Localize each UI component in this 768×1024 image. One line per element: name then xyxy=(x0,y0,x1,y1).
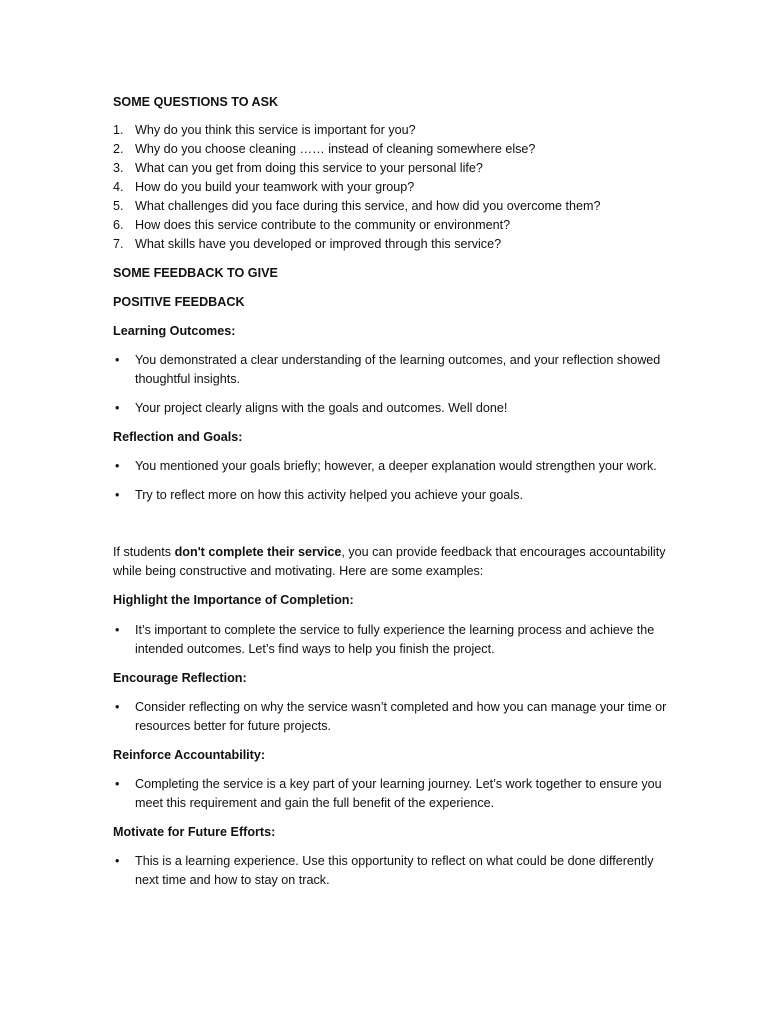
positive-feedback-heading: POSITIVE FEEDBACK xyxy=(113,295,245,309)
feedback-bullet-item xyxy=(113,486,678,505)
question-number: 5. xyxy=(113,199,124,213)
bullet-text: It’s important to complete the service to fully experience the learning process and achieve the intended outcomes. Let’s find ways to help you finish the project. xyxy=(135,623,655,656)
questions-heading: SOME QUESTIONS TO ASK xyxy=(113,95,279,109)
future-efforts-heading: Motivate for Future Efforts: xyxy=(113,825,276,839)
question-text: How does this service contribute to the community or environment? xyxy=(135,218,511,232)
completion-heading: Highlight the Importance of Completion: xyxy=(113,593,354,607)
bullet-text: You mentioned your goals briefly; however, a deeper explanation would strengthen your work. xyxy=(135,459,657,473)
question-item xyxy=(113,197,678,216)
feedback-bullet-item xyxy=(113,775,678,813)
question-text: Why do you think this service is important for you? xyxy=(135,123,416,137)
question-item xyxy=(113,235,678,254)
bullet-dot-icon: • xyxy=(115,623,120,637)
feedback-bullet-item xyxy=(113,351,678,389)
reflection-heading: Encourage Reflection: xyxy=(113,671,247,685)
bullet-dot-icon: • xyxy=(115,488,120,502)
completion-list xyxy=(113,621,678,659)
question-number: 4. xyxy=(113,180,124,194)
document-page xyxy=(113,93,678,890)
question-text: What can you get from doing this service to your personal life? xyxy=(135,161,483,175)
bullet-text: You demonstrated a clear understanding of the learning outcomes, and your reflection showed thoughtful insights. xyxy=(135,353,661,386)
reflection-goals-heading: Reflection and Goals: xyxy=(113,430,243,444)
question-item xyxy=(113,216,678,235)
reflection-list xyxy=(113,698,678,736)
feedback-bullet-item xyxy=(113,399,678,418)
feedback-bullet-item xyxy=(113,852,678,890)
accountability-list xyxy=(113,775,678,813)
reflection-goals-list xyxy=(113,457,678,505)
incomplete-intro xyxy=(113,543,678,581)
question-item xyxy=(113,121,678,140)
feedback-bullet-item xyxy=(113,698,678,736)
question-number: 7. xyxy=(113,237,124,251)
question-item xyxy=(113,178,678,197)
bullet-text: Completing the service is a key part of your learning journey. Let’s work together to ensure you meet this requirement and gain the full benefit of the experience. xyxy=(135,777,662,810)
intro-emphasis: don't complete their service xyxy=(174,545,342,559)
intro-text-start: If students xyxy=(113,545,175,559)
question-number: 3. xyxy=(113,161,124,175)
question-item xyxy=(113,159,678,178)
question-text: Why do you choose cleaning …… instead of cleaning somewhere else? xyxy=(135,142,536,156)
learning-outcomes-heading: Learning Outcomes: xyxy=(113,324,236,338)
feedback-bullet-item xyxy=(113,621,678,659)
question-text: What skills have you developed or improved through this service? xyxy=(135,237,502,251)
bullet-dot-icon: • xyxy=(115,459,120,473)
bullet-dot-icon: • xyxy=(115,401,120,415)
question-item xyxy=(113,140,678,159)
question-text: How do you build your teamwork with your group? xyxy=(135,180,415,194)
intro-text-end: , you can provide feedback that encourages accountability while being constructive and motivating. Here are some examples: xyxy=(113,545,666,578)
bullet-dot-icon: • xyxy=(115,854,120,868)
bullet-text: This is a learning experience. Use this opportunity to reflect on what could be done differently next time and how to stay on track. xyxy=(135,854,654,887)
feedback-heading: SOME FEEDBACK TO GIVE xyxy=(113,266,278,280)
bullet-dot-icon: • xyxy=(115,777,120,791)
question-number: 2. xyxy=(113,142,124,156)
bullet-text: Try to reflect more on how this activity helped you achieve your goals. xyxy=(135,488,524,502)
learning-outcomes-list xyxy=(113,351,678,418)
bullet-text: Your project clearly aligns with the goals and outcomes. Well done! xyxy=(135,401,508,415)
question-text: What challenges did you face during this service, and how did you overcome them? xyxy=(135,199,601,213)
bullet-text: Consider reflecting on why the service wasn’t completed and how you can manage your time or resources better for future projects. xyxy=(135,700,667,733)
question-number: 6. xyxy=(113,218,124,232)
questions-list xyxy=(113,121,678,254)
feedback-bullet-item xyxy=(113,457,678,476)
accountability-heading: Reinforce Accountability: xyxy=(113,748,266,762)
bullet-dot-icon: • xyxy=(115,700,120,714)
question-number: 1. xyxy=(113,123,124,137)
future-efforts-list xyxy=(113,852,678,890)
bullet-dot-icon: • xyxy=(115,353,120,367)
